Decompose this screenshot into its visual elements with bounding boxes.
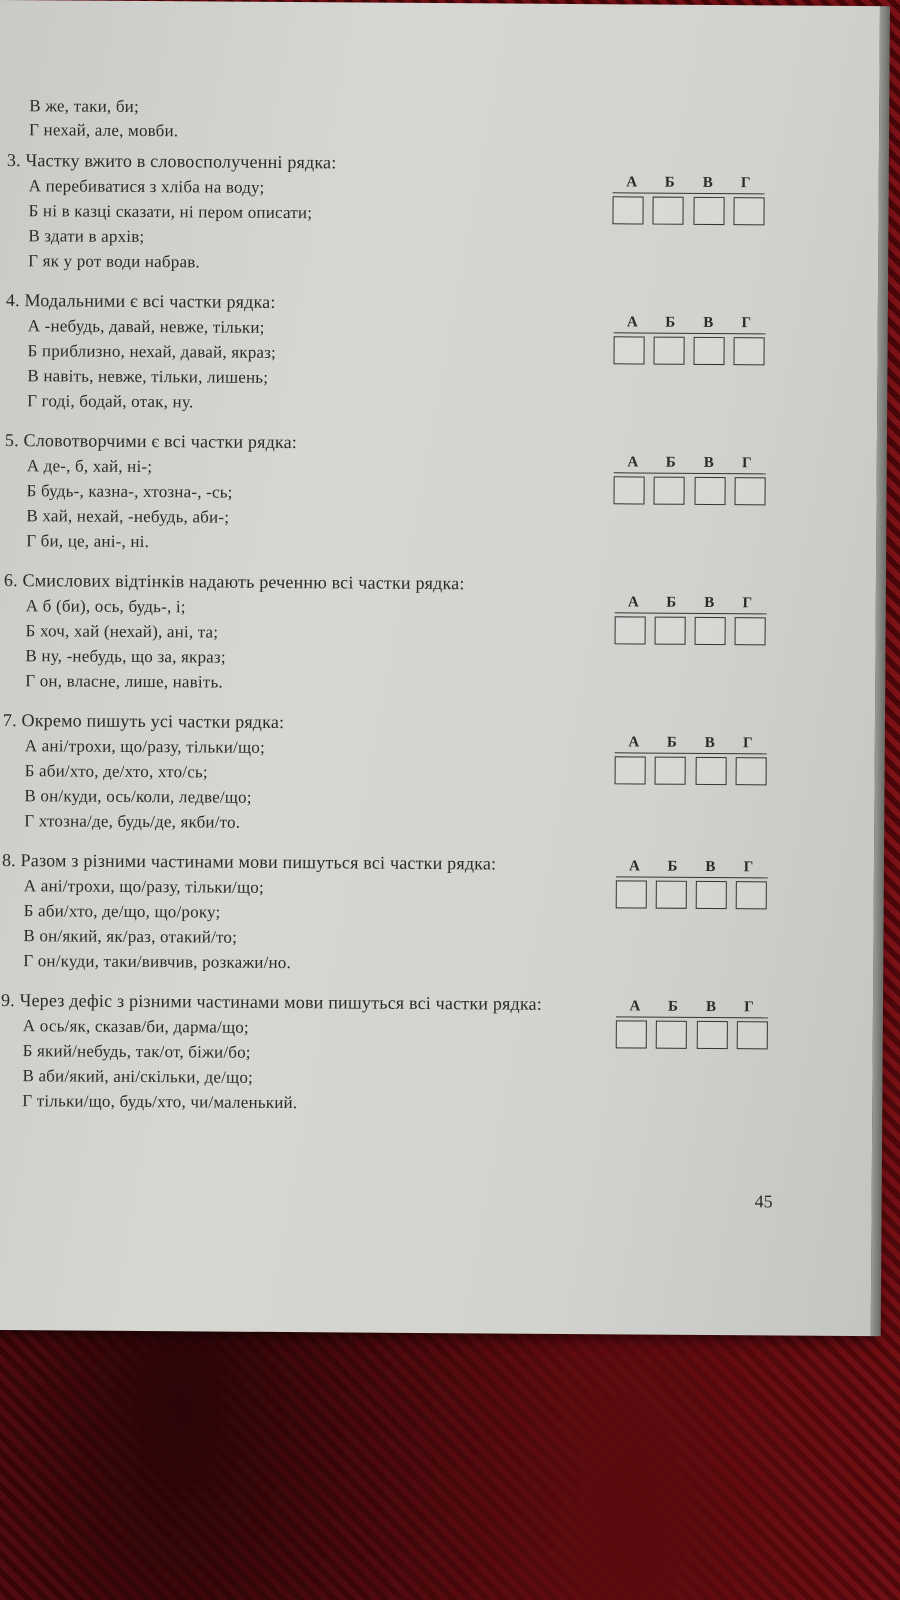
answer-letter: В [704,734,715,752]
answer-grid [616,998,768,1049]
answer-box[interactable] [656,1021,687,1049]
answer-letter: Б [664,174,675,191]
answer-box[interactable] [696,881,727,909]
question-title: 4. Модальними є всі частки рядка: [5,290,276,312]
answer-box[interactable] [734,337,765,365]
answer-letter: Б [665,454,676,471]
answer-box[interactable] [616,1020,647,1048]
answer-letter: Б [667,998,678,1015]
question-title: 8. Разом з різними частинами мови пишуться всі частки рядка: [1,850,497,874]
answer-box[interactable] [653,337,684,365]
answer-option: Г тільки/що, будь/хто, чи/маленький. [22,1091,298,1113]
answer-box[interactable] [695,757,726,785]
answer-option: Б будь-, казна-, хтозна-, -сь; [26,481,233,502]
answer-box[interactable] [694,477,725,505]
answer-option: В здати в архів; [28,226,145,247]
answer-option: Б ні в казці сказати, ні пером описати; [28,201,313,223]
answer-box[interactable] [734,477,765,505]
answer-option: Б який/небудь, так/от, біжи/бо; [22,1041,251,1062]
answer-box[interactable] [695,617,726,645]
answer-option: А ані/трохи, що/разу, тільки/що; [23,876,265,897]
question-title: 7. Окремо пишуть усі частки рядка: [2,710,285,733]
question-title: 6. Смислових відтінків надають реченню всі частки рядка: [3,570,465,594]
answer-box[interactable] [733,197,764,225]
answer-box[interactable] [694,337,725,365]
answer-box[interactable] [656,881,687,909]
answer-grid [614,594,766,645]
answer-letter: Г [740,175,751,192]
answer-option: В он/який, як/раз, отакий/то; [23,926,238,947]
answer-letter: А [627,454,639,471]
answer-letter: А [628,734,640,751]
answer-letter: Г [743,859,754,876]
page-number: 45 [754,1191,773,1212]
question-title: 3. Частку вжито в словосполученні рядка: [6,150,337,173]
answer-box[interactable] [613,336,644,364]
answer-box[interactable] [735,617,766,645]
answer-option: Б аби/хто, де/що, що/року; [23,901,221,922]
answer-letter: В [703,314,714,331]
answer-letter: Б [666,594,677,611]
answer-box[interactable] [615,756,646,784]
answer-option: Б приблизно, нехай, давай, якраз; [27,341,277,362]
answer-option: Г хтозна/де, будь/де, якби/то. [24,811,241,832]
answer-letter: Б [667,858,678,875]
answer-letter: В [705,998,717,1016]
answer-letter: Б [665,314,676,331]
answer-option: В ну, -небудь, що за, якраз; [25,646,226,667]
answer-letter: В [704,594,715,612]
answer-box[interactable] [653,197,684,225]
answer-letter: А [626,174,638,191]
answer-letter: Г [741,315,752,332]
answer-option: А ані/трохи, що/разу, тільки/що; [24,736,265,757]
answer-box[interactable] [696,1021,727,1049]
answer-option: В он/куди, ось/коли, ледве/що; [24,786,252,807]
page-content [0,96,879,1212]
answer-letter: В [703,454,714,471]
answer-option: В аби/який, ані/скільки, де/що; [22,1066,254,1087]
answer-box[interactable] [693,197,724,225]
answer-option: Б аби/хто, де/хто, хто/сь; [24,761,208,782]
question-title: 9. Через дефіс з різними частинами мови пишуться всі частки рядка: [0,990,543,1014]
question-title: 5. Словотворчими є всі частки рядка: [4,430,298,453]
answer-grid [613,454,765,505]
answer-grid [612,174,764,225]
answer-letter: Г [742,735,753,752]
answer-letter: А [629,998,641,1015]
intro-line: Г нехай, але, мовби. [29,120,179,141]
answer-box[interactable] [655,757,686,785]
answer-option: А -небудь, давай, невже, тільки; [27,316,265,337]
answer-grid [615,858,767,909]
answer-option: Г як у рот води набрав. [28,251,200,272]
answer-option: В навіть, невже, тільки, лишень; [27,366,269,387]
answer-letter: Г [741,455,752,472]
answer-option: Г он, власне, лише, навіть. [25,671,223,692]
answer-box[interactable] [737,1021,768,1049]
answer-letter: А [627,594,639,611]
answer-grid [615,734,767,785]
answer-grid [613,314,765,365]
answer-option: В хай, нехай, -небудь, аби-; [26,506,230,527]
answer-option: А де-, б, хай, ні-; [26,456,153,477]
answer-box[interactable] [614,616,645,644]
answer-letter: Б [666,734,677,751]
answer-letter: А [626,314,638,331]
answer-box[interactable] [654,477,685,505]
answer-box[interactable] [736,757,767,785]
answer-box[interactable] [736,881,767,909]
answer-box[interactable] [654,617,685,645]
answer-option: Г годі, бодай, отак, ну. [27,391,194,412]
answer-letter: В [705,858,716,876]
answer-option: А перебиватися з хліба на воду; [28,176,265,197]
intro-line: В же, таки, би; [29,96,139,116]
answer-letter: Г [742,595,753,612]
answer-option: Г он/куди, таки/вивчив, розкажи/но. [23,951,292,973]
answer-letter: Г [744,999,754,1016]
answer-option: А ось/як, сказав/би, дарма/що; [22,1016,249,1037]
answer-option: Б хоч, хай (нехай), ані, та; [25,621,219,642]
answer-box[interactable] [615,880,646,908]
answer-option: А б (би), ось, будь-, і; [25,596,186,617]
answer-letter: В [702,174,713,191]
answer-box[interactable] [612,196,643,224]
answer-option: Г би, це, ані-, ні. [26,531,150,552]
answer-letter: А [628,858,640,875]
answer-box[interactable] [613,476,644,504]
